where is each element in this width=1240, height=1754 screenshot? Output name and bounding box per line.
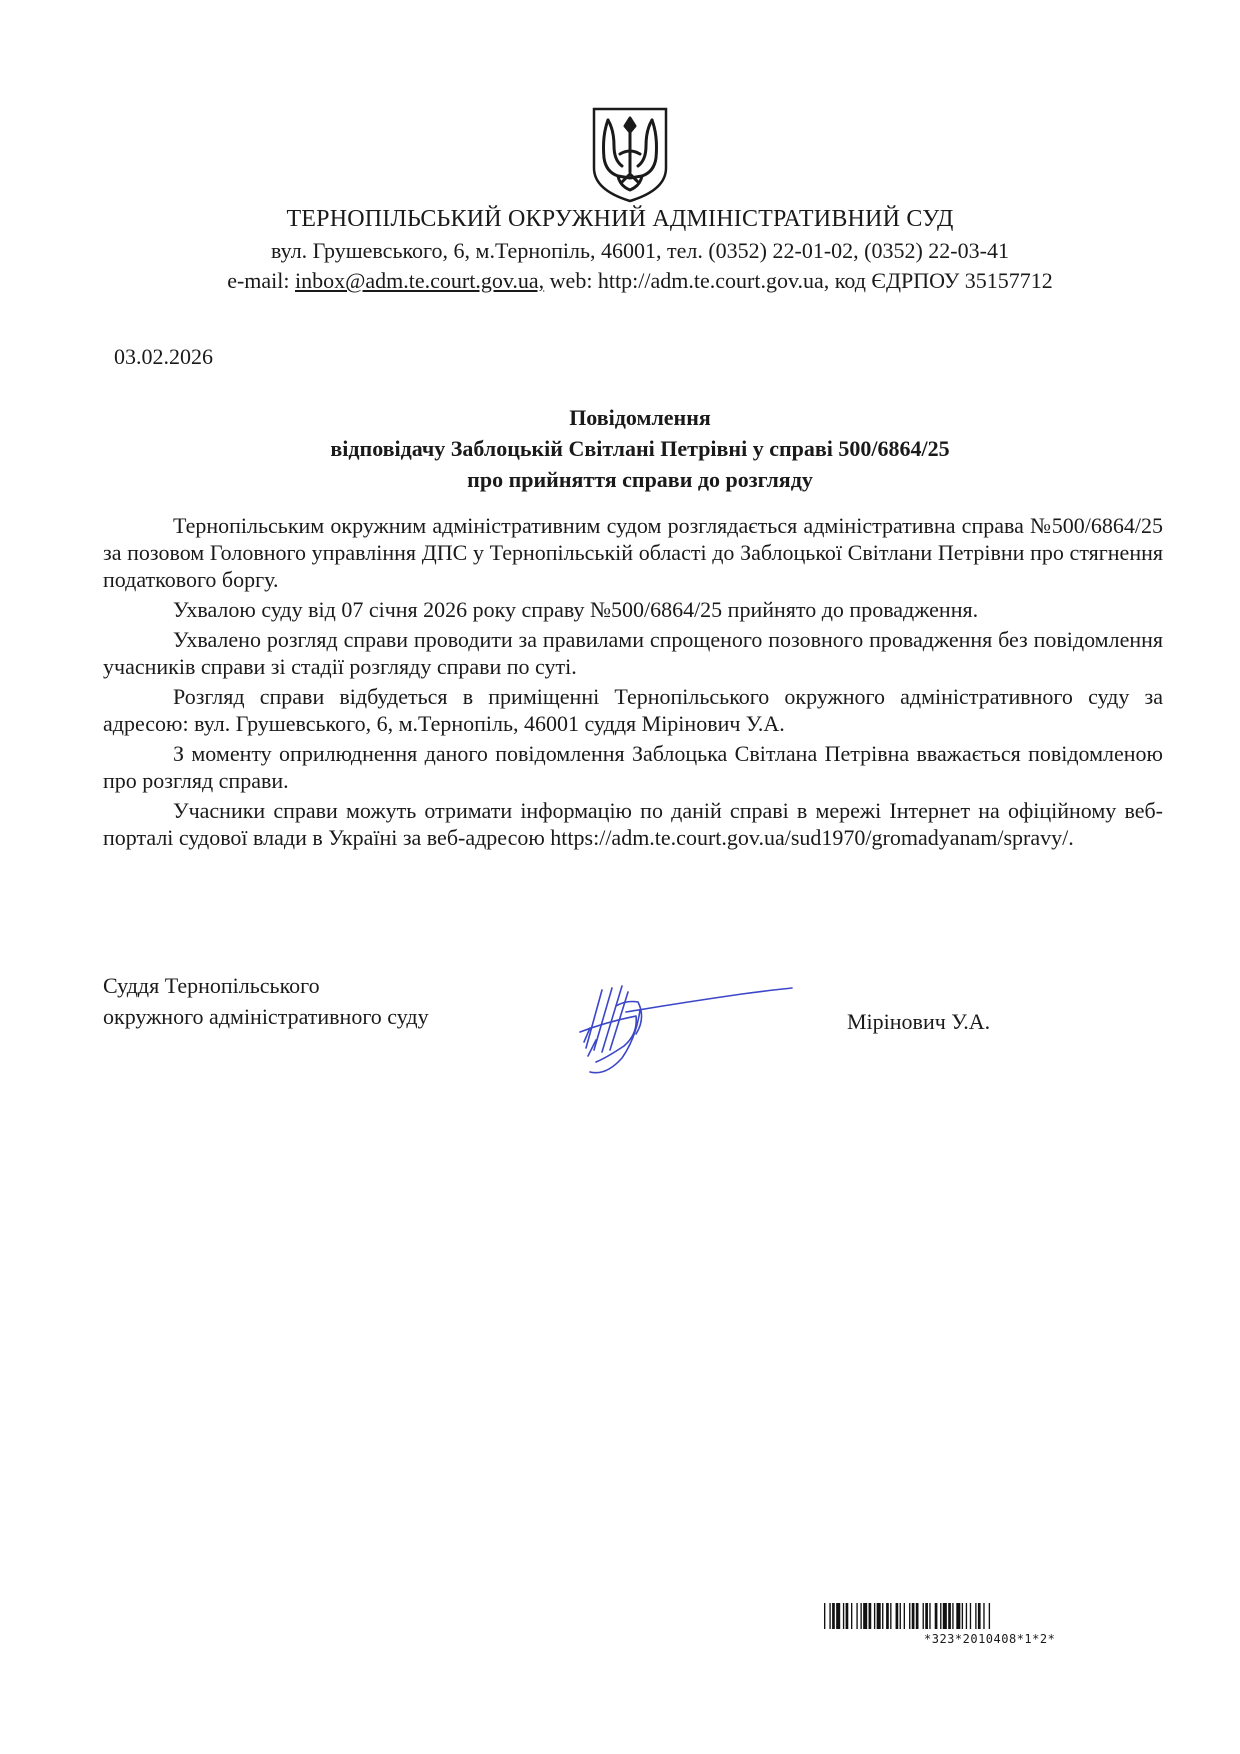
ukraine-trident-coat-of-arms-icon xyxy=(590,106,670,204)
body-paragraph: Учасники справи можуть отримати інформацію по даній справі в мережі Інтернет на офіційному веб-порталі судової влади в Україні за веб-адресою https://adm.te.court.gov.ua/sud1970/gromadyanam/spravy/. xyxy=(103,798,1163,850)
court-contacts xyxy=(0,268,1240,294)
court-address: вул. Грушевського, 6, м.Тернопіль, 46001, тел. (0352) 22-01-02, (0352) 22-03-41 xyxy=(271,238,1009,263)
body-paragraph: Тернопільським окружним адміністративним судом розглядається адміністративна справа №500/6864/25 за позовом Головного управління ДПС у Тернопільській області до Заблоцької Світлани Петрівни про стягнення податкового боргу. xyxy=(103,513,1163,592)
web-and-code: web: http://adm.te.court.gov.ua, код ЄДРПОУ 35157712 xyxy=(544,268,1053,293)
judge-name: Мірінович У.А. xyxy=(847,1009,991,1034)
body-paragraph: Ухвалою суду від 07 січня 2026 року справу №500/6864/25 прийнято до провадження. xyxy=(173,597,979,622)
notice-body xyxy=(103,512,1163,854)
body-paragraph: Ухвалено розгляд справи проводити за правилами спрощеного позовного провадження без повідомлення учасників справи зі стадії розгляду справи по суті. xyxy=(103,627,1163,679)
handwritten-signature-icon xyxy=(566,972,798,1082)
body-paragraph: З моменту оприлюднення даного повідомлення Заблоцька Світлана Петрівна вважається повідомленою про розгляд справи. xyxy=(103,741,1163,793)
notice-title xyxy=(0,402,1240,495)
barcode-icon xyxy=(824,1603,1144,1629)
notice-title-line-3: про прийняття справи до розгляду xyxy=(467,467,813,492)
barcode-text: *323*2010408*1*2* xyxy=(924,1632,1056,1646)
email-label: e-mail: xyxy=(227,268,295,293)
signer-role xyxy=(103,970,429,1032)
signer-role-line-1: Суддя Тернопільського xyxy=(103,973,320,998)
body-paragraph: Розгляд справи відбудеться в приміщенні Тернопільського окружного адміністративного суду за адресою: вул. Грушевського, 6, м.Тернопіль, 46001 суддя Мірінович У.А. xyxy=(103,684,1163,736)
court-name: ТЕРНОПІЛЬСЬКИЙ ОКРУЖНИЙ АДМІНІСТРАТИВНИЙ СУД xyxy=(286,206,954,232)
notice-title-line-2: відповідачу Заблоцькій Світлані Петрівні у справі 500/6864/25 xyxy=(330,436,950,461)
signer-role-line-2: окружного адміністративного суду xyxy=(103,1004,429,1029)
email-link[interactable]: inbox@adm.te.court.gov.ua, xyxy=(295,268,545,293)
notice-title-line-1: Повідомлення xyxy=(569,405,711,430)
document-date: 03.02.2026 xyxy=(114,344,213,369)
